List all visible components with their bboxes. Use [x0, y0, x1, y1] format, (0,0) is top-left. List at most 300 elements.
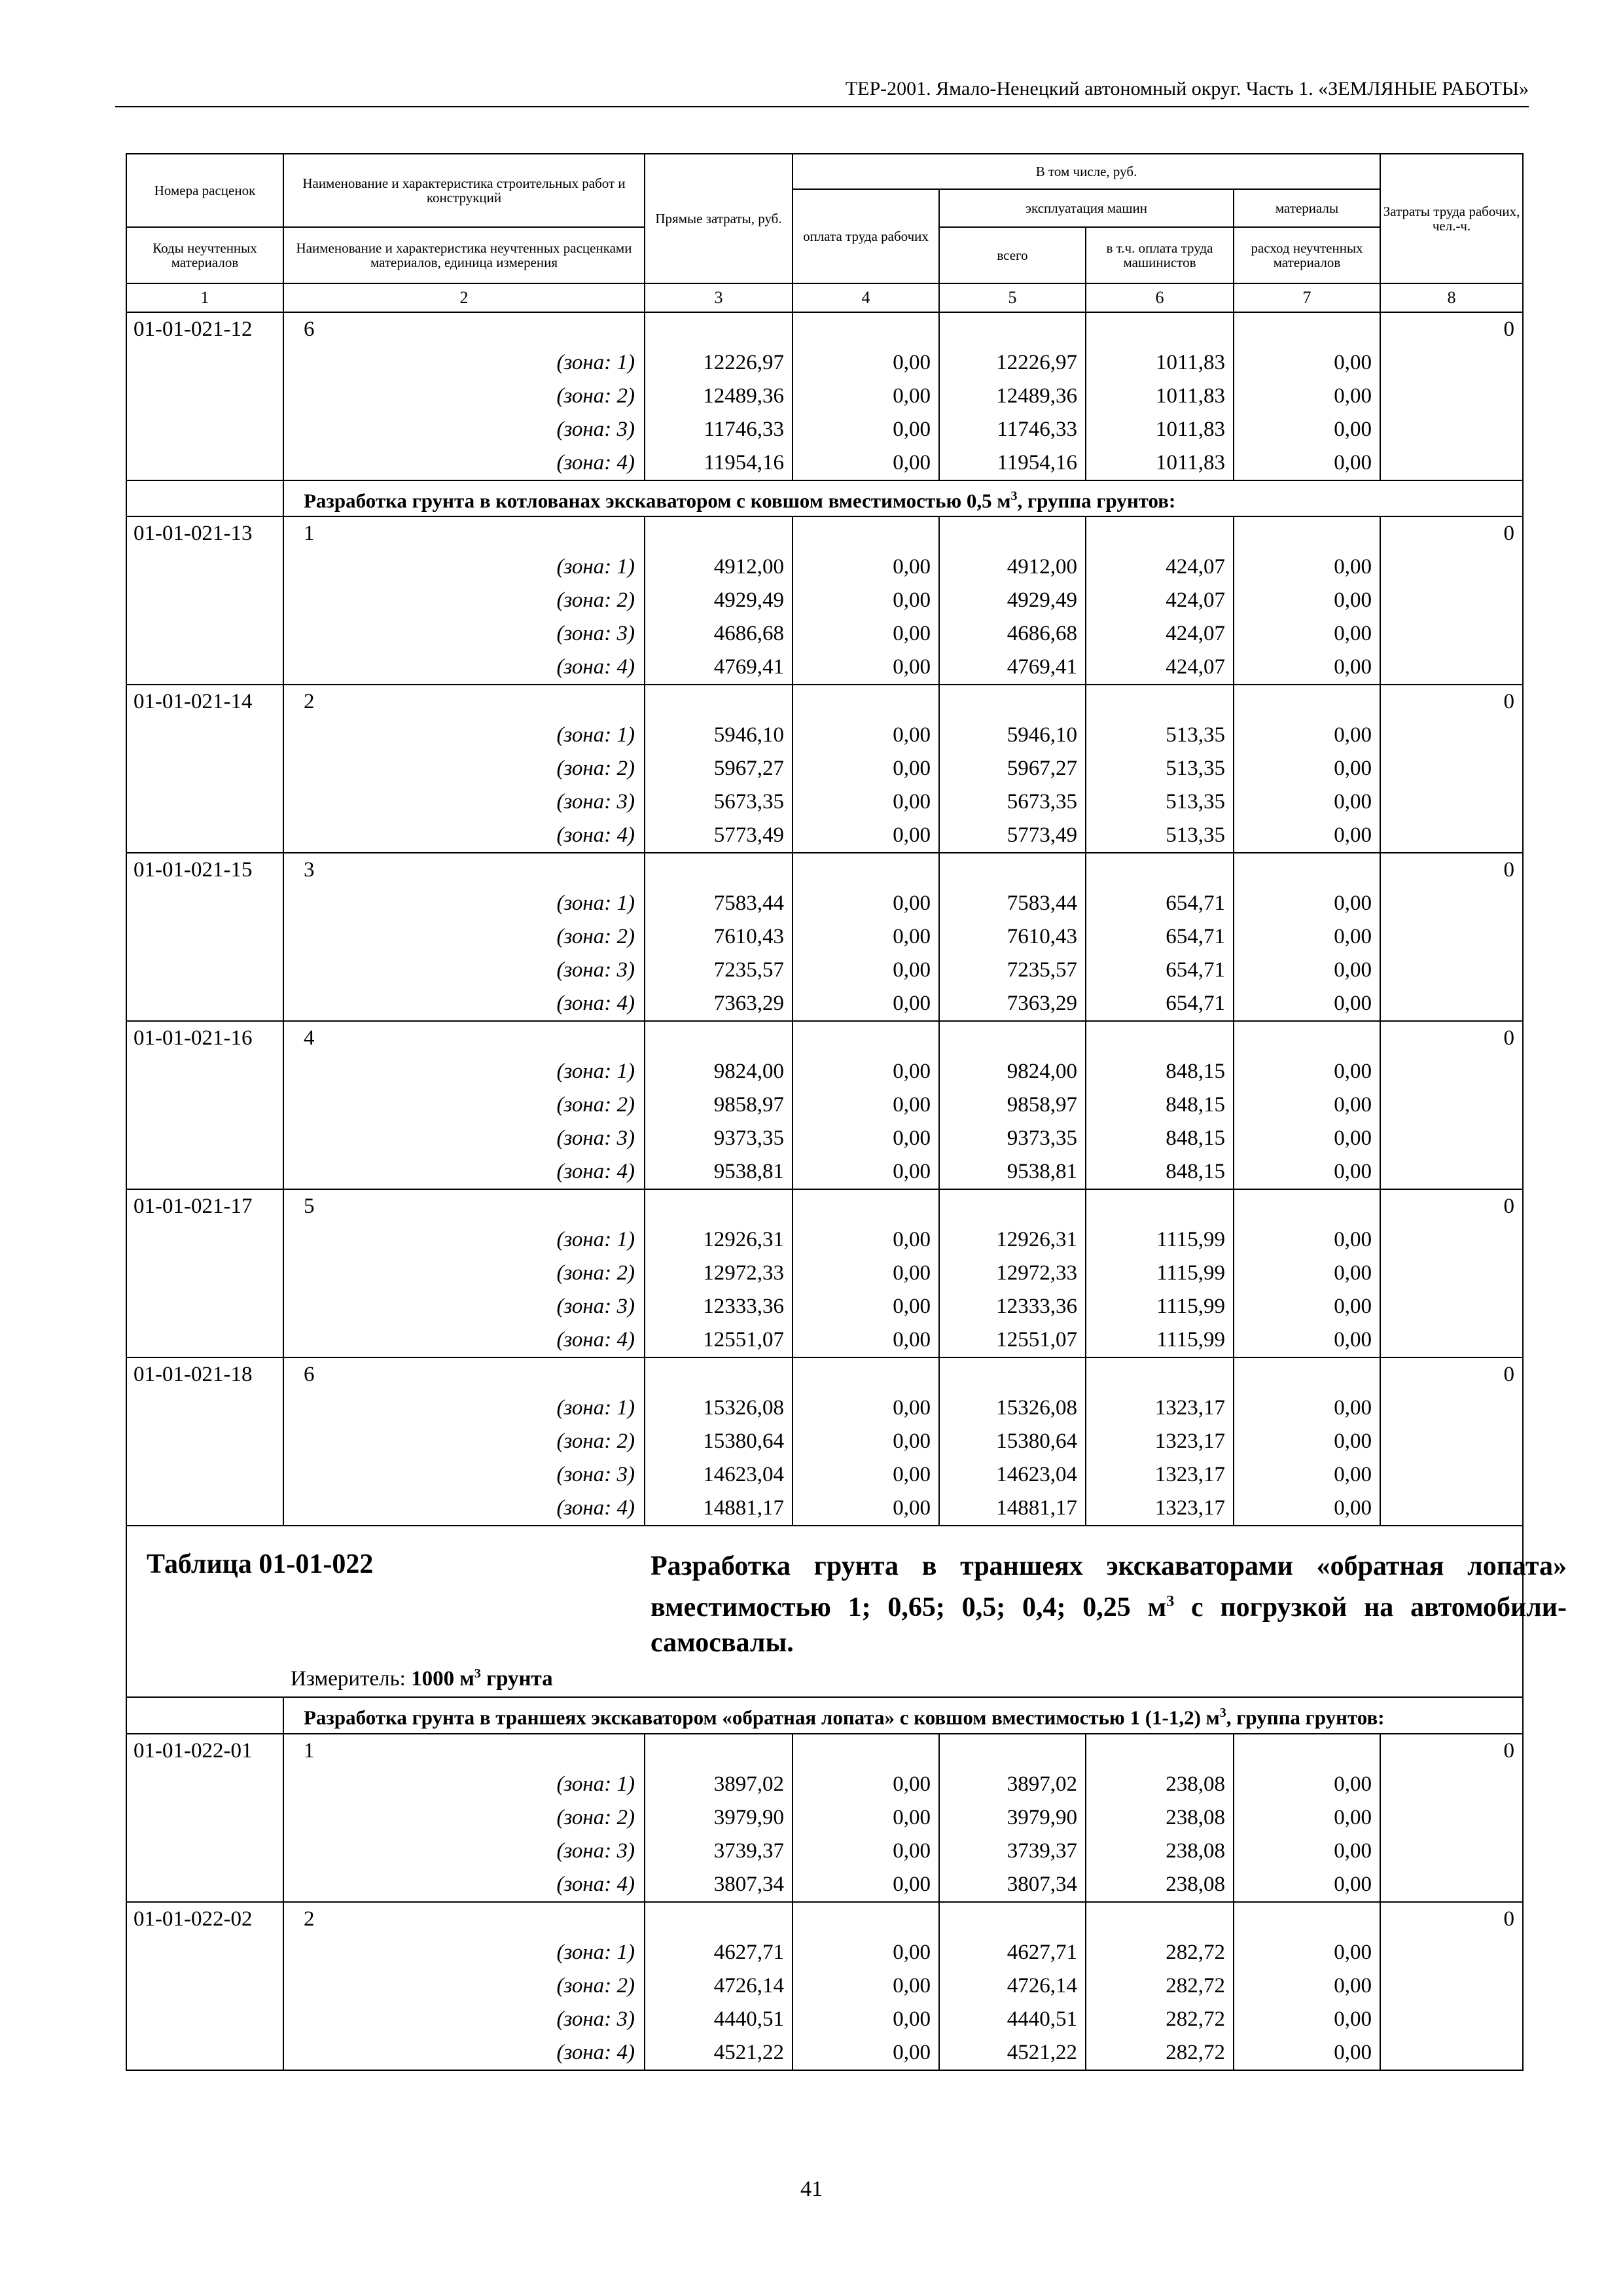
- value-cell: 14881,17: [645, 1492, 793, 1526]
- empty-cell: [126, 1223, 283, 1257]
- empty-cell: [126, 1122, 283, 1155]
- empty-cell: [1380, 380, 1523, 413]
- value-cell: 14623,04: [939, 1458, 1086, 1492]
- empty-cell: [939, 1357, 1086, 1391]
- value-cell: 1115,99: [1086, 1257, 1234, 1290]
- empty-cell: [126, 1323, 283, 1357]
- zone-row: [126, 2036, 1523, 2070]
- soil-group: 2: [283, 1902, 645, 1936]
- value-cell: 1115,99: [1086, 1223, 1234, 1257]
- empty-cell: [126, 346, 283, 380]
- empty-cell: [1234, 312, 1380, 346]
- value-cell: 0,00: [793, 1969, 939, 2003]
- rate-row: [126, 853, 1523, 887]
- rate-code: 01-01-022-02: [126, 1902, 283, 1936]
- section-title-tail: , группа грунтов:: [1017, 489, 1176, 512]
- zone-row: [126, 380, 1523, 413]
- value-cell: 9824,00: [939, 1055, 1086, 1088]
- empty-cell: [126, 987, 283, 1021]
- value-cell: 0,00: [793, 1835, 939, 1868]
- soil-group: 1: [283, 1734, 645, 1768]
- empty-cell: [1380, 1290, 1523, 1323]
- value-cell: 0,00: [1234, 584, 1380, 617]
- empty-cell: [1380, 887, 1523, 920]
- value-cell: 0,00: [793, 1223, 939, 1257]
- labor-cost: 0: [1380, 685, 1523, 719]
- value-cell: 1011,83: [1086, 446, 1234, 480]
- value-cell: 0,00: [1234, 1768, 1380, 1801]
- value-cell: 4726,14: [645, 1969, 793, 2003]
- empty-cell: [1380, 1088, 1523, 1122]
- value-cell: 5773,49: [939, 819, 1086, 853]
- value-cell: 0,00: [793, 1323, 939, 1357]
- value-cell: 0,00: [793, 1155, 939, 1189]
- section-row: [126, 480, 1523, 516]
- zone-label: (зона: 4): [283, 819, 645, 853]
- section-title-sup: 3: [1219, 1706, 1226, 1721]
- empty-cell: [1380, 1835, 1523, 1868]
- value-cell: 238,08: [1086, 1835, 1234, 1868]
- value-cell: 0,00: [793, 719, 939, 752]
- value-cell: 12551,07: [645, 1323, 793, 1357]
- value-cell: 3897,02: [645, 1768, 793, 1801]
- value-cell: 0,00: [793, 1391, 939, 1425]
- empty-cell: [1380, 1257, 1523, 1290]
- empty-cell: [939, 312, 1086, 346]
- value-cell: 12333,36: [939, 1290, 1086, 1323]
- value-cell: 4521,22: [939, 2036, 1086, 2070]
- zone-row: [126, 1969, 1523, 2003]
- value-cell: 4627,71: [645, 1936, 793, 1969]
- value-cell: 0,00: [1234, 1391, 1380, 1425]
- empty-cell: [1380, 1969, 1523, 2003]
- zone-row: [126, 413, 1523, 446]
- empty-cell: [126, 1055, 283, 1088]
- value-cell: 0,00: [1234, 1088, 1380, 1122]
- zone-label: (зона: 1): [283, 1391, 645, 1425]
- empty-cell: [1380, 1223, 1523, 1257]
- zone-row: [126, 785, 1523, 819]
- value-cell: 11954,16: [939, 446, 1086, 480]
- soil-group: 4: [283, 1021, 645, 1055]
- value-cell: 282,72: [1086, 1936, 1234, 1969]
- value-cell: 11746,33: [645, 413, 793, 446]
- value-cell: 4912,00: [645, 550, 793, 584]
- value-cell: 3979,90: [939, 1801, 1086, 1835]
- rate-code: 01-01-021-16: [126, 1021, 283, 1055]
- value-cell: 0,00: [1234, 346, 1380, 380]
- section-title-tail: , группа грунтов:: [1226, 1706, 1385, 1729]
- value-cell: 0,00: [1234, 1223, 1380, 1257]
- empty-cell: [1380, 1323, 1523, 1357]
- empty-cell: [126, 1425, 283, 1458]
- value-cell: 3739,37: [645, 1835, 793, 1868]
- value-cell: 5967,27: [939, 752, 1086, 785]
- empty-cell: [1380, 2036, 1523, 2070]
- col2-bottom-header: Наименование и характеристика неучтенных расценками материалов, единица измерения: [283, 227, 645, 283]
- machines-header: эксплуатация машин: [939, 189, 1234, 227]
- empty-cell: [1380, 1801, 1523, 1835]
- value-cell: 0,00: [1234, 1122, 1380, 1155]
- zone-row: [126, 1223, 1523, 1257]
- value-cell: 0,00: [1234, 413, 1380, 446]
- meter-sup: 3: [474, 1666, 481, 1681]
- value-cell: 5946,10: [939, 719, 1086, 752]
- value-cell: 0,00: [1234, 954, 1380, 987]
- empty-cell: [1380, 987, 1523, 1021]
- empty-cell: [126, 413, 283, 446]
- value-cell: 0,00: [793, 1768, 939, 1801]
- empty-cell: [939, 685, 1086, 719]
- col8-header: Затраты труда рабочих, чел.-ч.: [1380, 154, 1523, 283]
- zone-label: (зона: 1): [283, 1055, 645, 1088]
- table-022-title: [126, 1526, 1567, 1697]
- value-cell: 7610,43: [645, 920, 793, 954]
- empty-cell: [1380, 954, 1523, 987]
- value-cell: 5967,27: [645, 752, 793, 785]
- value-cell: 424,07: [1086, 550, 1234, 584]
- empty-cell: [793, 1189, 939, 1223]
- value-cell: 424,07: [1086, 617, 1234, 651]
- col6-header: в т.ч. оплата труда машинистов: [1086, 227, 1234, 283]
- zone-row: [126, 1323, 1523, 1357]
- value-cell: 0,00: [793, 1425, 939, 1458]
- empty-cell: [126, 752, 283, 785]
- col-number: 3: [645, 283, 793, 312]
- empty-cell: [793, 1734, 939, 1768]
- zone-label: (зона: 4): [283, 651, 645, 685]
- empty-cell: [126, 1155, 283, 1189]
- value-cell: 848,15: [1086, 1088, 1234, 1122]
- value-cell: 0,00: [793, 550, 939, 584]
- col2-top-header: Наименование и характеристика строительных работ и конструкций: [283, 154, 645, 227]
- empty-cell: [1380, 1425, 1523, 1458]
- value-cell: 7610,43: [939, 920, 1086, 954]
- value-cell: 0,00: [793, 1055, 939, 1088]
- zone-row: [126, 651, 1523, 685]
- empty-cell: [1234, 1021, 1380, 1055]
- value-cell: 1323,17: [1086, 1492, 1234, 1526]
- zone-row: [126, 719, 1523, 752]
- empty-cell: [1234, 1357, 1380, 1391]
- page-header: ТЕР-2001. Ямало-Ненецкий автономный округ. Часть 1. «ЗЕМЛЯНЫЕ РАБОТЫ»: [115, 77, 1529, 107]
- empty-cell: [126, 584, 283, 617]
- zone-label: (зона: 1): [283, 1223, 645, 1257]
- value-cell: 4912,00: [939, 550, 1086, 584]
- empty-cell: [939, 853, 1086, 887]
- value-cell: 0,00: [1234, 920, 1380, 954]
- table-title-box: [126, 1526, 1567, 1697]
- col-number: 4: [793, 283, 939, 312]
- value-cell: 12551,07: [939, 1323, 1086, 1357]
- value-cell: 9858,97: [939, 1088, 1086, 1122]
- empty-cell: [126, 887, 283, 920]
- empty-cell: [645, 312, 793, 346]
- empty-cell: [645, 1357, 793, 1391]
- value-cell: 0,00: [1234, 1969, 1380, 2003]
- empty-cell: [1380, 752, 1523, 785]
- value-cell: 282,72: [1086, 1969, 1234, 2003]
- value-cell: 848,15: [1086, 1055, 1234, 1088]
- value-cell: 282,72: [1086, 2036, 1234, 2070]
- value-cell: 3807,34: [645, 1868, 793, 1902]
- empty-cell: [1380, 413, 1523, 446]
- value-cell: 1323,17: [1086, 1458, 1234, 1492]
- value-cell: 3979,90: [645, 1801, 793, 1835]
- value-cell: 0,00: [1234, 446, 1380, 480]
- zone-row: [126, 987, 1523, 1021]
- rate-code: 01-01-021-17: [126, 1189, 283, 1223]
- value-cell: 0,00: [1234, 1323, 1380, 1357]
- value-cell: 4440,51: [645, 2003, 793, 2036]
- value-cell: 0,00: [1234, 617, 1380, 651]
- zone-row: [126, 887, 1523, 920]
- col-number: 5: [939, 283, 1086, 312]
- zone-row: [126, 752, 1523, 785]
- empty-cell: [1380, 1055, 1523, 1088]
- value-cell: 1011,83: [1086, 380, 1234, 413]
- meter: [291, 1666, 553, 1691]
- col3-header: Прямые затраты, руб.: [645, 154, 793, 283]
- value-cell: 0,00: [793, 1868, 939, 1902]
- zone-row: [126, 920, 1523, 954]
- section-title-text: Разработка грунта в траншеях экскаватором «обратная лопата» с ковшом вместимостью 1 (1-1,2) м: [304, 1706, 1220, 1729]
- value-cell: 5773,49: [645, 819, 793, 853]
- value-cell: 11954,16: [645, 446, 793, 480]
- empty-cell: [645, 685, 793, 719]
- empty-cell: [793, 516, 939, 550]
- value-cell: 7363,29: [645, 987, 793, 1021]
- labor-cost: 0: [1380, 853, 1523, 887]
- empty-cell: [793, 312, 939, 346]
- value-cell: 0,00: [793, 346, 939, 380]
- value-cell: 0,00: [1234, 785, 1380, 819]
- col7-header: расход неучтенных материалов: [1234, 227, 1380, 283]
- value-cell: 0,00: [793, 2003, 939, 2036]
- value-cell: 12926,31: [645, 1223, 793, 1257]
- value-cell: 0,00: [1234, 1492, 1380, 1526]
- value-cell: 0,00: [793, 954, 939, 987]
- value-cell: 4769,41: [645, 651, 793, 685]
- empty-cell: [126, 920, 283, 954]
- rate-row: [126, 1734, 1523, 1768]
- empty-cell: [1380, 785, 1523, 819]
- value-cell: 7583,44: [939, 887, 1086, 920]
- value-cell: 0,00: [1234, 1868, 1380, 1902]
- zone-row: [126, 446, 1523, 480]
- rate-row: [126, 1357, 1523, 1391]
- value-cell: 14623,04: [645, 1458, 793, 1492]
- value-cell: 0,00: [793, 1936, 939, 1969]
- empty-cell: [939, 1734, 1086, 1768]
- value-cell: 12226,97: [645, 346, 793, 380]
- empty-cell: [126, 1969, 283, 2003]
- empty-cell: [126, 617, 283, 651]
- value-cell: 14881,17: [939, 1492, 1086, 1526]
- zone-label: (зона: 1): [283, 1768, 645, 1801]
- value-cell: 4521,22: [645, 2036, 793, 2070]
- zone-label: (зона: 2): [283, 752, 645, 785]
- zone-label: (зона: 2): [283, 380, 645, 413]
- table-header: [126, 154, 1523, 312]
- empty-cell: [1380, 550, 1523, 584]
- value-cell: 0,00: [793, 584, 939, 617]
- zone-label: (зона: 3): [283, 1458, 645, 1492]
- zone-row: [126, 1768, 1523, 1801]
- empty-cell: [1086, 1902, 1234, 1936]
- empty-cell: [939, 1902, 1086, 1936]
- empty-cell: [126, 719, 283, 752]
- zone-row: [126, 819, 1523, 853]
- value-cell: 5946,10: [645, 719, 793, 752]
- empty-cell: [126, 380, 283, 413]
- empty-cell: [126, 819, 283, 853]
- value-cell: 4627,71: [939, 1936, 1086, 1969]
- value-cell: 9538,81: [645, 1155, 793, 1189]
- value-cell: 7363,29: [939, 987, 1086, 1021]
- labor-cost: 0: [1380, 1902, 1523, 1936]
- table-title-tail: с погрузкой на автомобили-самосвалы.: [651, 1592, 1567, 1659]
- value-cell: 0,00: [793, 1088, 939, 1122]
- value-cell: 0,00: [793, 887, 939, 920]
- zone-label: (зона: 1): [283, 1936, 645, 1969]
- value-cell: 848,15: [1086, 1122, 1234, 1155]
- value-cell: 0,00: [1234, 1290, 1380, 1323]
- value-cell: 4769,41: [939, 651, 1086, 685]
- empty-cell: [126, 785, 283, 819]
- value-cell: 654,71: [1086, 920, 1234, 954]
- rate-row: [126, 516, 1523, 550]
- empty-cell: [1380, 651, 1523, 685]
- value-cell: 0,00: [793, 1492, 939, 1526]
- empty-cell: [793, 853, 939, 887]
- empty-cell: [793, 1902, 939, 1936]
- value-cell: 0,00: [1234, 1936, 1380, 1969]
- empty-cell: [126, 1290, 283, 1323]
- value-cell: 513,35: [1086, 752, 1234, 785]
- soil-group: 3: [283, 853, 645, 887]
- value-cell: 0,00: [1234, 1155, 1380, 1189]
- value-cell: 1323,17: [1086, 1425, 1234, 1458]
- rate-row: [126, 312, 1523, 346]
- empty-cell: [126, 550, 283, 584]
- rate-row: [126, 1902, 1523, 1936]
- value-cell: 0,00: [793, 380, 939, 413]
- labor-cost: 0: [1380, 1734, 1523, 1768]
- zone-row: [126, 954, 1523, 987]
- value-cell: 238,08: [1086, 1768, 1234, 1801]
- incl-header: В том числе, руб.: [793, 154, 1380, 189]
- table-body-021: [126, 312, 1523, 1526]
- value-cell: 15380,64: [939, 1425, 1086, 1458]
- value-cell: 0,00: [793, 1257, 939, 1290]
- empty-cell: [1380, 1768, 1523, 1801]
- value-cell: 0,00: [1234, 1425, 1380, 1458]
- value-cell: 9858,97: [645, 1088, 793, 1122]
- empty-cell: [939, 1021, 1086, 1055]
- empty-cell: [793, 685, 939, 719]
- empty-cell: [1380, 446, 1523, 480]
- soil-group: 5: [283, 1189, 645, 1223]
- meter-tail: грунта: [480, 1667, 553, 1691]
- rate-row: [126, 685, 1523, 719]
- value-cell: 3739,37: [939, 1835, 1086, 1868]
- col4-header: оплата труда рабочих: [793, 189, 939, 283]
- table-label: Таблица 01-01-022: [147, 1549, 374, 1580]
- empty-cell: [1086, 1189, 1234, 1223]
- zone-row: [126, 584, 1523, 617]
- value-cell: 3807,34: [939, 1868, 1086, 1902]
- value-cell: 9373,35: [645, 1122, 793, 1155]
- empty-cell: [126, 446, 283, 480]
- empty-cell: [645, 1021, 793, 1055]
- zone-label: (зона: 1): [283, 550, 645, 584]
- value-cell: 0,00: [1234, 380, 1380, 413]
- empty-cell: [645, 1902, 793, 1936]
- value-cell: 9373,35: [939, 1122, 1086, 1155]
- value-cell: 4929,49: [939, 584, 1086, 617]
- section-title: [283, 1697, 1523, 1733]
- zone-row: [126, 1425, 1523, 1458]
- empty-cell: [126, 1835, 283, 1868]
- zone-label: (зона: 4): [283, 1155, 645, 1189]
- value-cell: 0,00: [1234, 550, 1380, 584]
- col-number: 6: [1086, 283, 1234, 312]
- zone-row: [126, 550, 1523, 584]
- zone-label: (зона: 4): [283, 2036, 645, 2070]
- zone-label: (зона: 3): [283, 2003, 645, 2036]
- empty-cell: [1380, 920, 1523, 954]
- zone-row: [126, 1458, 1523, 1492]
- soil-group: 6: [283, 312, 645, 346]
- value-cell: 282,72: [1086, 2003, 1234, 2036]
- empty-cell: [1380, 1391, 1523, 1425]
- zone-row: [126, 1055, 1523, 1088]
- value-cell: 12489,36: [645, 380, 793, 413]
- value-cell: 654,71: [1086, 887, 1234, 920]
- zone-label: (зона: 4): [283, 446, 645, 480]
- value-cell: 4929,49: [645, 584, 793, 617]
- empty-cell: [126, 1458, 283, 1492]
- zone-row: [126, 617, 1523, 651]
- empty-cell: [1380, 719, 1523, 752]
- value-cell: 0,00: [1234, 1458, 1380, 1492]
- value-cell: 0,00: [793, 920, 939, 954]
- labor-cost: 0: [1380, 516, 1523, 550]
- value-cell: 4726,14: [939, 1969, 1086, 2003]
- empty-cell: [1380, 1936, 1523, 1969]
- value-cell: 9824,00: [645, 1055, 793, 1088]
- col-number: 8: [1380, 283, 1523, 312]
- zone-label: (зона: 2): [283, 1425, 645, 1458]
- empty-cell: [1234, 1189, 1380, 1223]
- empty-cell: [1086, 853, 1234, 887]
- zone-row: [126, 1257, 1523, 1290]
- zone-label: (зона: 2): [283, 584, 645, 617]
- value-cell: 1115,99: [1086, 1290, 1234, 1323]
- value-cell: 0,00: [1234, 2036, 1380, 2070]
- empty-cell: [1380, 1492, 1523, 1526]
- table-title-text: Разработка грунта в траншеях экскаваторами «обратная лопата» вместимостью 1; 0,65; 0,5; 0,4; 0,25 м: [651, 1551, 1567, 1623]
- zone-row: [126, 1290, 1523, 1323]
- value-cell: 12489,36: [939, 380, 1086, 413]
- zone-label: (зона: 3): [283, 785, 645, 819]
- zone-label: (зона: 4): [283, 1868, 645, 1902]
- meter-label: Измеритель:: [291, 1667, 412, 1691]
- value-cell: 0,00: [793, 1290, 939, 1323]
- rate-row: [126, 1021, 1523, 1055]
- value-cell: 238,08: [1086, 1868, 1234, 1902]
